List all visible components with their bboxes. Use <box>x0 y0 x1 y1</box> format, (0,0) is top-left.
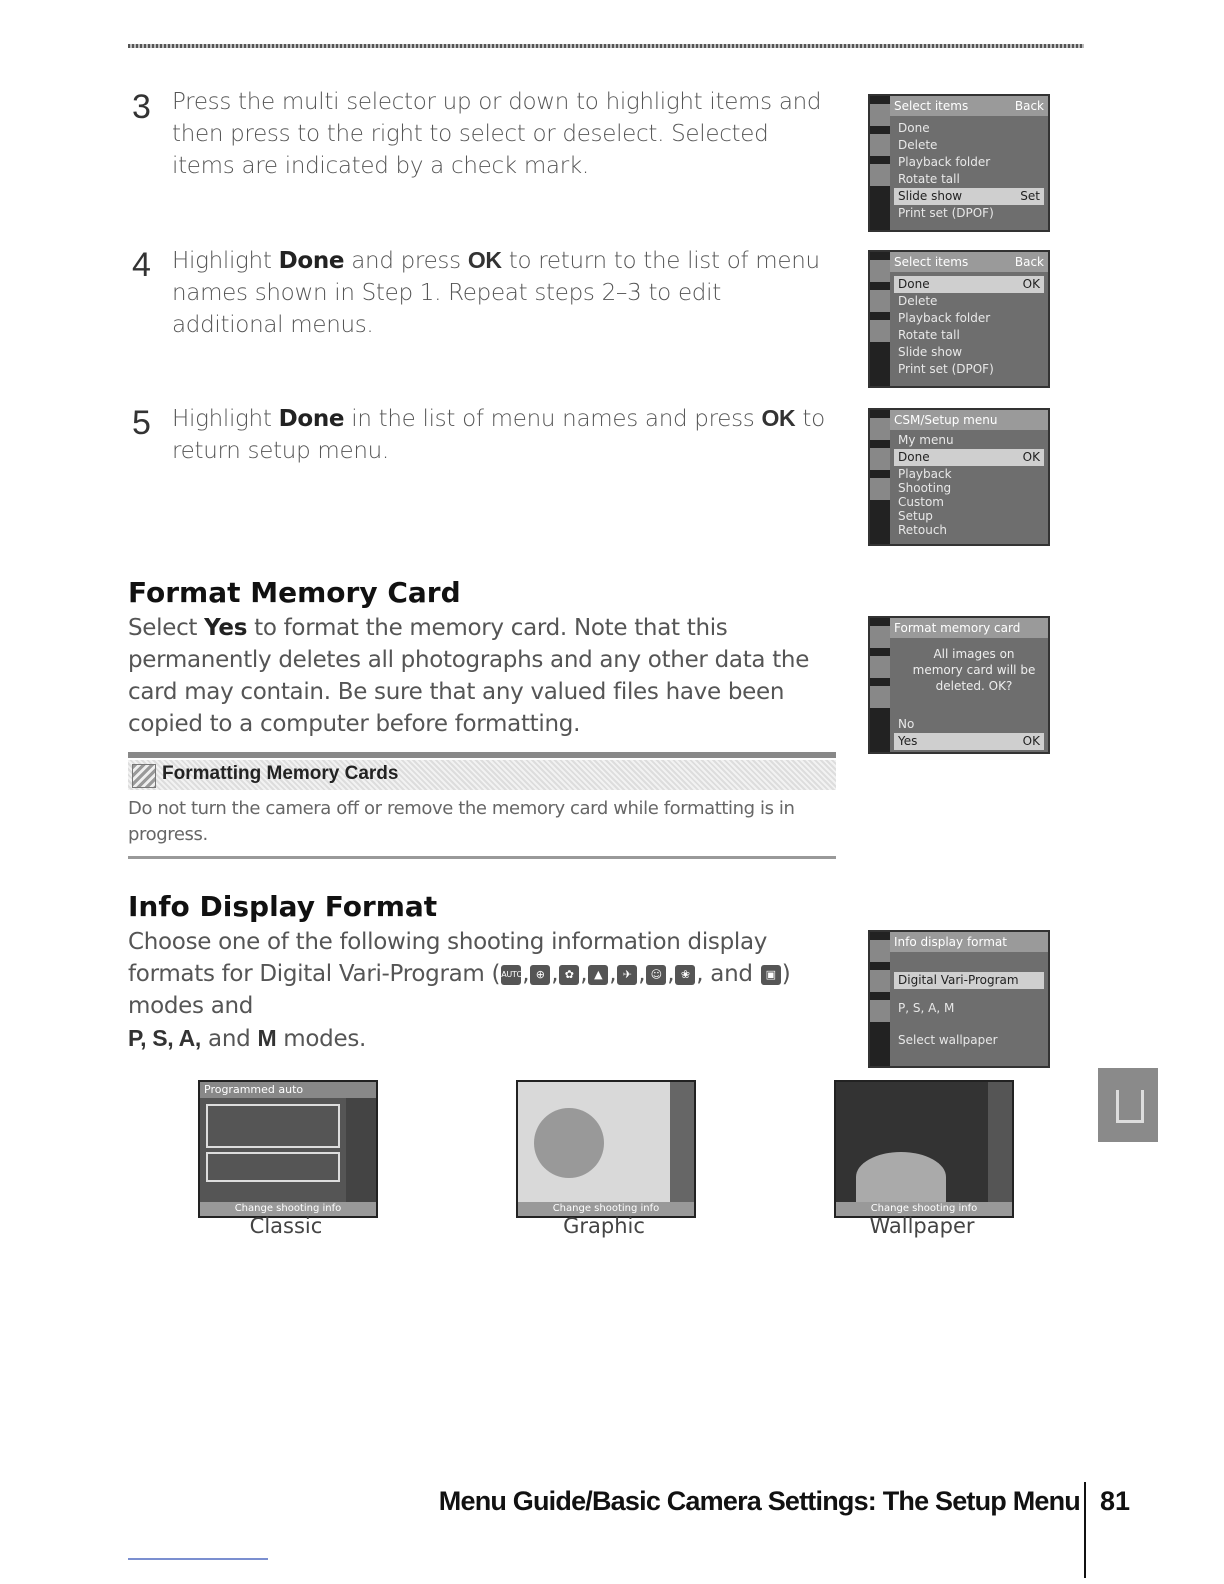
format-heading: Format Memory Card <box>128 576 461 609</box>
auto-mode-icon: AUTO <box>501 965 521 985</box>
screen-info-display: Info display format Digital Vari-Program P, S, A, M Select wallpaper <box>868 930 1050 1068</box>
wallpaper-display-thumbnail: Change shooting info <box>834 1080 1014 1218</box>
caption-graphic: Graphic <box>563 1214 645 1238</box>
bottom-rule <box>128 1558 268 1560</box>
step-3 <box>128 86 828 182</box>
step-number: 4 <box>132 246 151 284</box>
note-icon <box>132 764 156 788</box>
caption-classic: Classic <box>249 1214 323 1238</box>
screen-format-card: Format memory card All images on memory card will be deleted. OK? No Yes OK <box>868 616 1050 754</box>
graphic-display-thumbnail: Change shooting info <box>516 1080 696 1218</box>
screen-select-items-1: Select items Back Done Delete Playback folder Rotate tall Slide show Set Print set (DPOF) <box>868 94 1050 232</box>
screen-csm-setup: CSM/Setup menu My menu Done OK Playback Shooting Custom Setup Retouch <box>868 408 1050 546</box>
flash-off-icon: ⊕ <box>530 965 550 985</box>
step-text: Highlight Done and press OK to return to the list of menu names shown in Step 1. Repeat steps 2–3 to edit additional menus. <box>172 247 820 338</box>
step-text: Highlight Done in the list of menu names and press OK to return setup menu. <box>172 405 825 464</box>
top-rule <box>128 44 1084 48</box>
classic-display-thumbnail: Programmed auto Change shooting info <box>198 1080 378 1218</box>
screen-select-items-2: Select items Back Done OK Delete Playback folder Rotate tall Slide show Print set (DPOF) <box>868 250 1050 388</box>
child-icon: ✈ <box>617 965 637 985</box>
caption-wallpaper: Wallpaper <box>869 1214 975 1238</box>
note-body: Do not turn the camera off or remove the memory card while formatting is in progress. <box>128 798 795 845</box>
note-title: Formatting Memory Cards <box>162 763 399 784</box>
note-header <box>128 760 836 790</box>
step-number: 5 <box>132 404 151 442</box>
step-5 <box>128 402 828 467</box>
info-paragraph: Choose one of the following shooting information display formats for Digital Vari-Program (AUTO, ⊕ , ✿ , ▲ , ✈ , ☺ , ❀ , and ▣ ) modes and P, S, A, and M modes. <box>128 929 791 1052</box>
note-top-rule <box>128 752 836 758</box>
landscape-icon: ▲ <box>588 965 608 985</box>
night-portrait-icon: ▣ <box>761 965 781 985</box>
format-paragraph: Select Yes to format the memory card. Note that this permanently deletes all photographs and any other data the card may contain. Be sure that any valued files have been copied to a computer before formatting. <box>128 615 810 737</box>
info-heading: Info Display Format <box>128 890 438 923</box>
portrait-icon: ✿ <box>559 965 579 985</box>
sports-icon: ☺ <box>646 965 666 985</box>
setup-menu-tab-icon <box>1098 1068 1158 1142</box>
step-number: 3 <box>132 88 151 126</box>
close-up-icon: ❀ <box>675 965 695 985</box>
footer-separator <box>1084 1482 1086 1578</box>
page-number: 81 <box>1100 1486 1131 1516</box>
footer-title: Menu Guide/Basic Camera Settings: The Setup Menu <box>438 1486 1080 1516</box>
note-bottom-rule <box>128 856 836 859</box>
step-text: Press the multi selector up or down to highlight items and then press to the right to select or deselect. Selected items are indicated by a check mark. <box>172 89 822 179</box>
step-4 <box>128 244 828 341</box>
